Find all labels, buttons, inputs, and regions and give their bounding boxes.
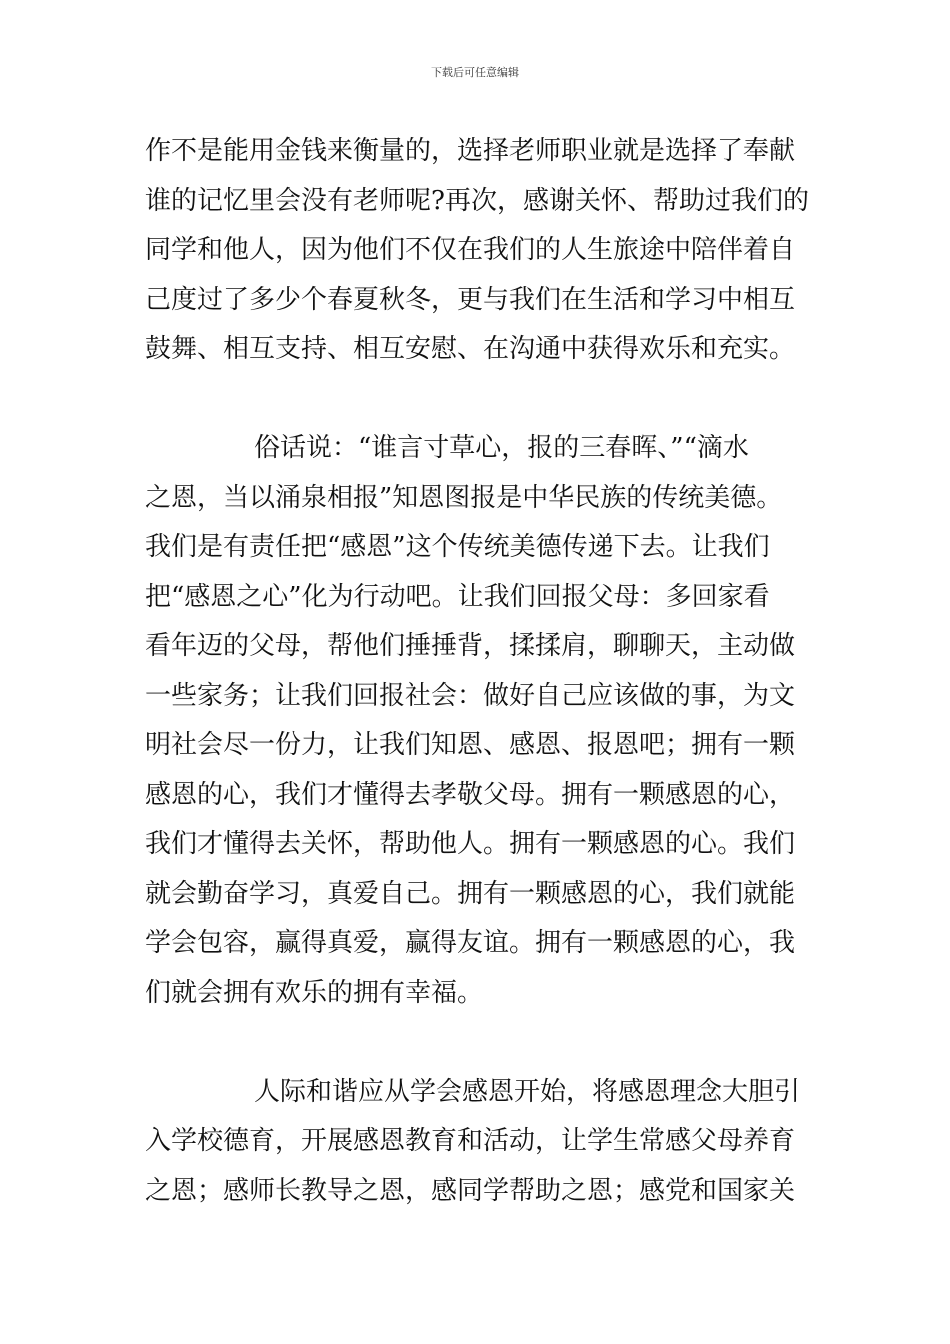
- text-line: 谁的记忆里会没有老师呢?再次，感谢关怀、帮助过我们的: [145, 185, 809, 216]
- text-line: 入学校德育，开展感恩教育和活动，让学生常感父母养育: [145, 1126, 796, 1156]
- text-line: 就会勤奋学习，真爱自己。拥有一颗感恩的心，我们就能: [145, 878, 796, 909]
- paragraph-1: [145, 127, 810, 375]
- text-line: 人际和谐应从学会感恩开始，将感恩理念大胆引: [254, 1076, 801, 1107]
- text-line: 俗话说：“谁言寸草心，报的三春晖、”“滴水: [254, 433, 749, 463]
- text-line: 把“感恩之心”化为行动吧。让我们回报父母：多回家看: [145, 581, 770, 612]
- text-line: 我们才懂得去关怀，帮助他人。拥有一颗感恩的心。我们: [145, 829, 796, 859]
- document-body: [145, 127, 810, 1216]
- text-line: 同学和他人，因为他们不仅在我们的人生旅途中陪伴着自: [145, 235, 796, 265]
- text-line: 鼓舞、相互支持、相互安慰、在沟通中获得欢乐和充实。: [145, 334, 796, 364]
- text-line: 学会包容，赢得真爱，赢得友谊。拥有一颗感恩的心，我: [145, 928, 796, 958]
- text-line: 之恩；感师长教导之恩，感同学帮助之恩；感党和国家关: [145, 1175, 796, 1206]
- paragraph-3: [145, 1068, 810, 1217]
- page-header: 下载后可任意编辑: [431, 66, 519, 79]
- text-line: 看年迈的父母，帮他们捶捶背，揉揉肩，聊聊天，主动做: [145, 631, 796, 661]
- text-line: 们就会拥有欢乐的拥有幸福。: [145, 977, 484, 1008]
- text-line: 感恩的心，我们才懂得去孝敬父母。拥有一颗感恩的心，: [145, 779, 796, 810]
- text-line: 一些家务；让我们回报社会：做好自己应该做的事，为文: [145, 680, 796, 711]
- text-line: 明社会尽一份力，让我们知恩、感恩、报恩吧；拥有一颗: [145, 730, 796, 760]
- text-line: 作不是能用金钱来衡量的，选择老师职业就是选择了奉献: [145, 136, 796, 166]
- paragraph-2: [145, 424, 810, 1018]
- text-line: 我们是有责任把“感恩”这个传统美德传递下去。让我们: [145, 532, 770, 562]
- text-line: 之恩，当以涌泉相报”知恩图报是中华民族的传统美德。: [145, 482, 783, 513]
- text-line: 己度过了多少个春夏秋冬，更与我们在生活和学习中相互: [145, 284, 796, 315]
